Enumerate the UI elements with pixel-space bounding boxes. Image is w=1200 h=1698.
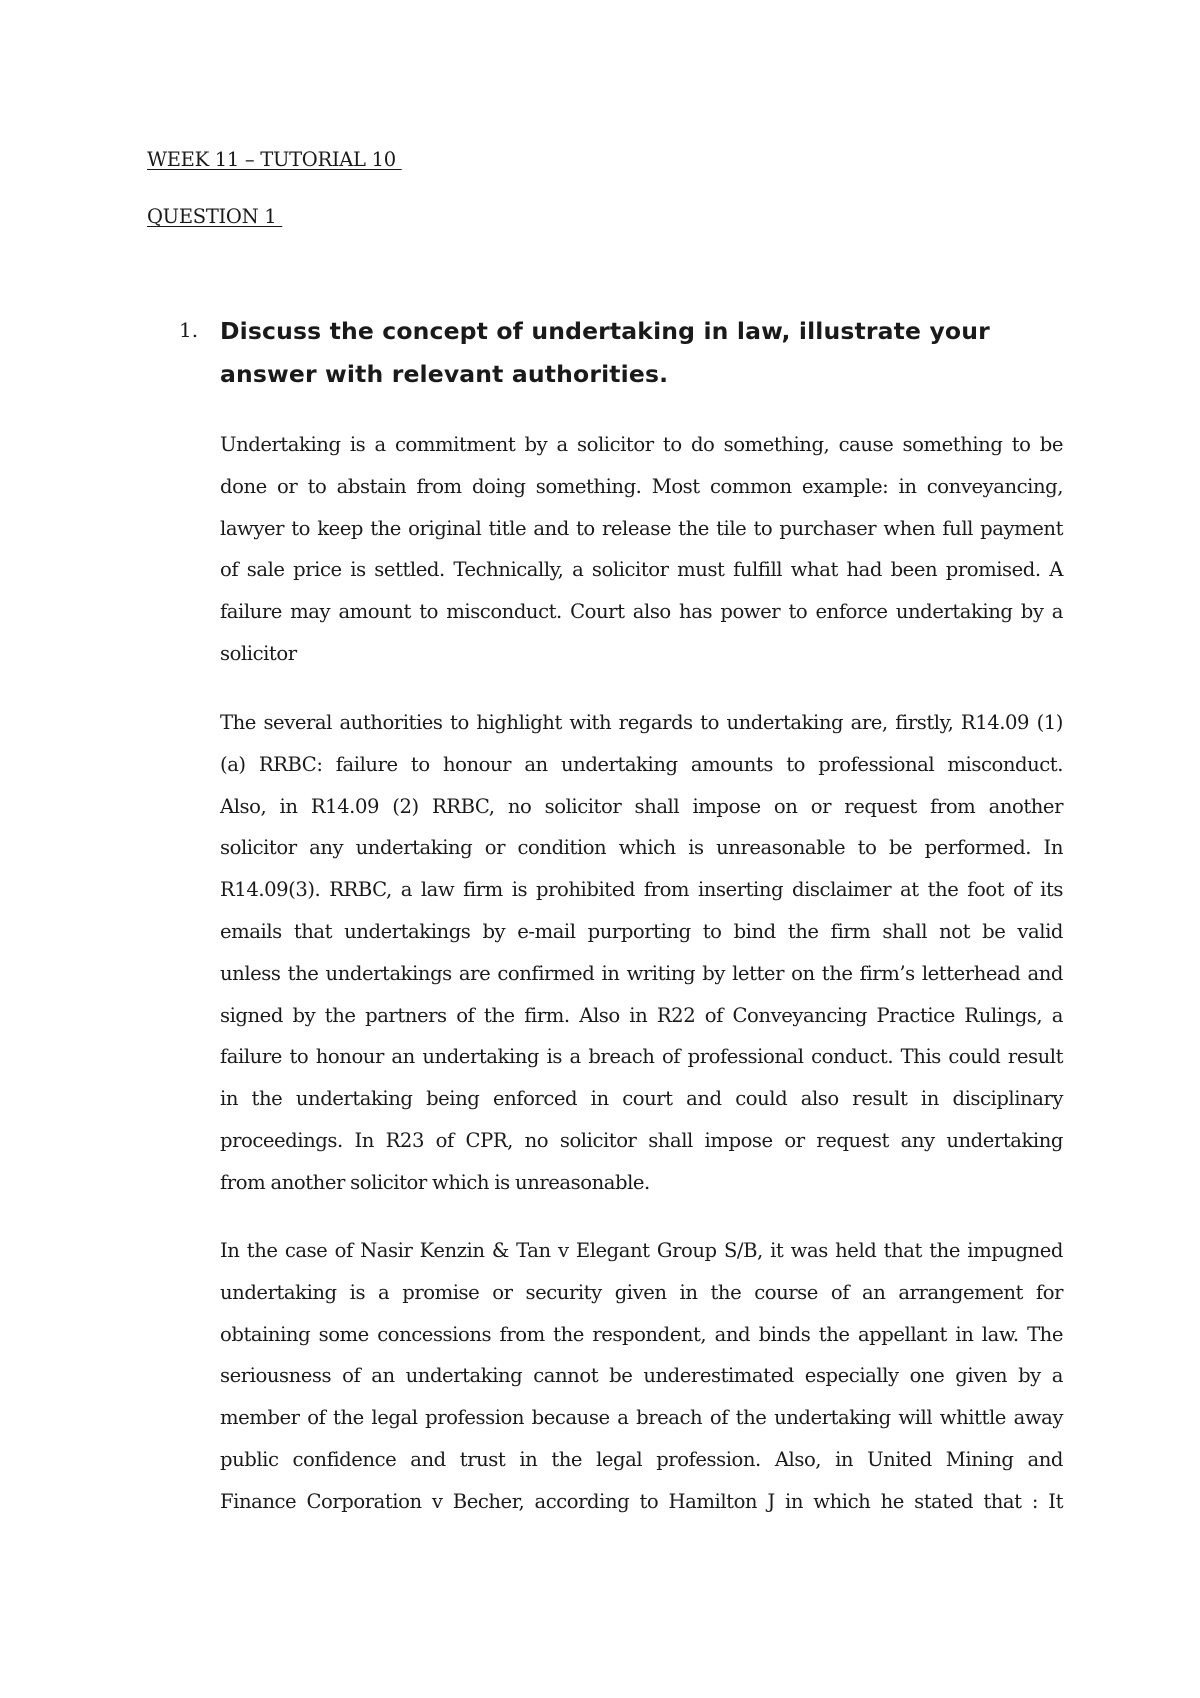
question-heading: QUESTION 1 (147, 205, 283, 228)
paragraph-line: seriousness of an undertaking cannot be underestimated especially one given by a (220, 1364, 1063, 1388)
paragraph-line: The several authorities to highlight with regards to undertaking are, firstly, R14.09 (1) (220, 711, 1063, 734)
paragraph-line: member of the legal profession because a breach of the undertaking will whittle away (220, 1406, 1063, 1430)
paragraph-line: from another solicitor which is unreasonable. (220, 1170, 650, 1194)
paragraph-line: failure may amount to misconduct. Court also has power to enforce undertaking by a (220, 600, 1063, 624)
paragraph-line: in the undertaking being enforced in court and could also result in disciplinary (220, 1087, 1063, 1111)
question-number: 1. (179, 318, 199, 342)
paragraph-line: obtaining some concessions from the respondent, and binds the appellant in law. The (220, 1322, 1063, 1346)
paragraph-definition (220, 424, 1063, 675)
question-text: Discuss the concept of undertaking in law, illustrate your answer with relevant authorities. (220, 317, 990, 388)
paragraph-line: Finance Corporation v Becher, according to Hamilton J in which he stated that : It (220, 1489, 1063, 1513)
paragraph-line: Also, in R14.09 (2) RRBC, no solicitor shall impose on or request from another (220, 794, 1063, 818)
paragraph-line: unless the undertakings are confirmed in writing by letter on the firm’s letterhead and (220, 961, 1063, 985)
paragraph-line: In the case of Nasir Kenzin & Tan v Elegant Group S/B, it was held that the impugned (220, 1239, 1063, 1262)
paragraph-authorities (220, 702, 1063, 1204)
paragraph-line: signed by the partners of the firm. Also in R22 of Conveyancing Practice Rulings, a (220, 1003, 1063, 1027)
paragraph-line: Undertaking is a commitment by a solicitor to do something, cause something to be (220, 433, 1063, 456)
paragraph-line: public confidence and trust in the legal profession. Also, in United Mining and (220, 1447, 1063, 1471)
paragraph-line: solicitor any undertaking or condition which is unreasonable to be performed. In (220, 836, 1063, 860)
paragraph-line: solicitor (220, 641, 297, 665)
paragraph-line: done or to abstain from doing something. Most common example: in conveyancing, (220, 474, 1063, 498)
paragraph-line: failure to honour an undertaking is a breach of professional conduct. This could result (220, 1045, 1063, 1069)
week-heading: WEEK 11 – TUTORIAL 10 (147, 148, 402, 171)
paragraph-line: of sale price is settled. Technically, a solicitor must fulfill what had been promised. A (220, 558, 1063, 582)
paragraph-line: lawyer to keep the original title and to release the tile to purchaser when full payment (220, 516, 1063, 540)
paragraph-line: proceedings. In R23 of CPR, no solicitor shall impose or request any undertaking (220, 1128, 1063, 1152)
paragraph-line: undertaking is a promise or security given in the course of an arrangement for (220, 1280, 1063, 1304)
paragraph-line: emails that undertakings by e-mail purporting to bind the firm shall not be valid (220, 919, 1063, 943)
paragraph-line: (a) RRBC: failure to honour an undertaking amounts to professional misconduct. (220, 752, 1063, 776)
paragraph-case-law (220, 1230, 1063, 1523)
paragraph-line: R14.09(3). RRBC, a law firm is prohibited from inserting disclaimer at the foot of its (220, 878, 1063, 902)
